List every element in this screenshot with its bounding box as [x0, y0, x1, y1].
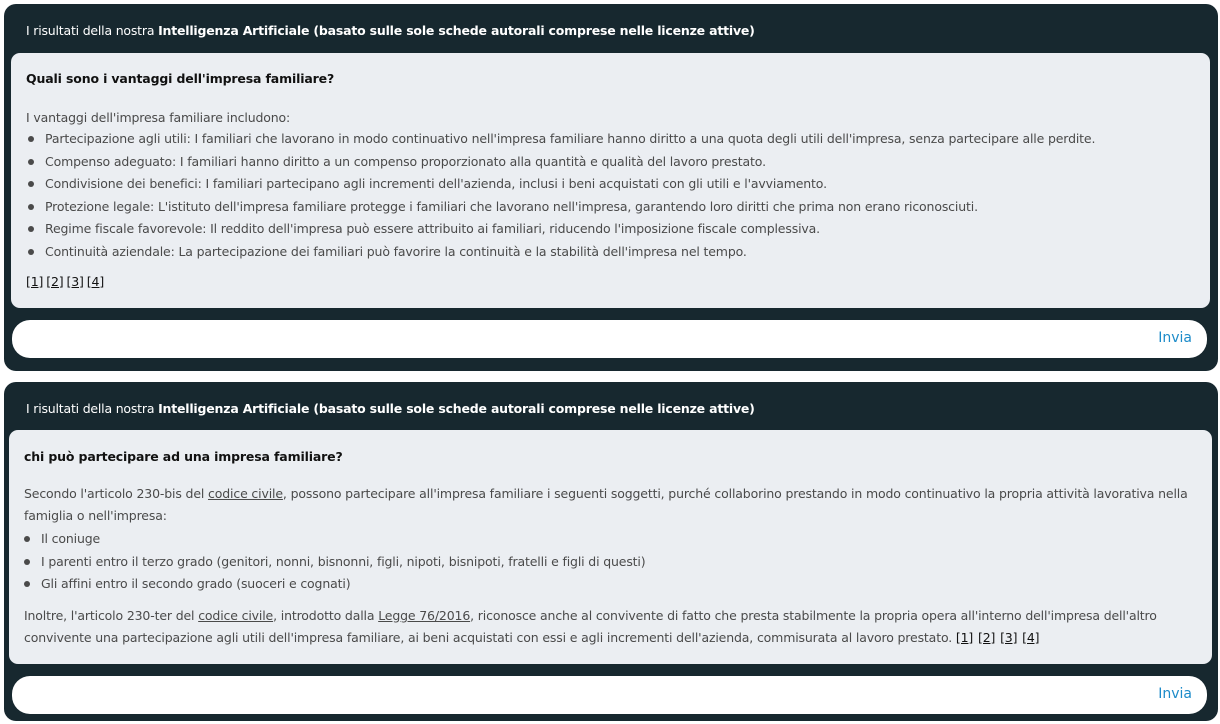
question-input[interactable]	[26, 326, 1140, 354]
answer-list	[26, 129, 1095, 265]
paragraph-text: Inoltre, l'articolo 230-ter del	[24, 608, 199, 623]
ai-results-panel	[4, 382, 1218, 721]
list-item: Protezione legale: L'istituto dell'impresa familiare protegge i familiari che lavorano nell'impresa, garantendo loro diritti che prima non erano riconosciuti.	[26, 197, 1095, 220]
header-bold: Intelligenza Artificiale (basato sulle sole schede autorali comprese nelle licenze attive)	[158, 401, 755, 416]
question-input-bar	[12, 676, 1207, 714]
list-item: Continuità aziendale: La partecipazione dei familiari può favorire la continuità e la stabilità dell'impresa nel tempo.	[26, 242, 1095, 265]
question-input-bar	[12, 320, 1207, 358]
paragraph-text: Secondo l'articolo 230-bis del	[24, 486, 209, 501]
list-item: Regime fiscale favorevole: Il reddito dell'impresa può essere attribuito ai familiari, riducendo l'imposizione fiscale complessiva.	[26, 219, 1095, 242]
list-item: Partecipazione agli utili: I familiari che lavorano in modo continuativo nell'impresa familiare hanno diritto a una quota degli utili dell'impresa, senza partecipare alle perdite.	[26, 129, 1095, 152]
list-item: Compenso adeguato: I familiari hanno diritto a un compenso proporzionato alla quantità e qualità del lavoro prestato.	[26, 152, 1095, 175]
answer-intro: I vantaggi dell'impresa familiare includono:	[26, 110, 291, 125]
paragraph-text: , possono partecipare all'impresa familiare i seguenti soggetti, purché collaborino prestando in modo continuativo la propria attività lavorativa nella famiglia o nell'impresa:	[24, 486, 1188, 523]
legge-76-2016-link[interactable]: Legge 76/2016	[378, 608, 471, 623]
reference-link-2[interactable]: [2]	[977, 630, 996, 645]
answer-list	[22, 529, 645, 597]
question-input[interactable]	[26, 682, 1140, 710]
send-button[interactable]: Invia	[1158, 330, 1192, 346]
reference-link-1[interactable]: [1]	[26, 274, 44, 289]
send-button[interactable]: Invia	[1158, 686, 1192, 702]
paragraph-text: , riconosce anche al convivente di fatto che presta stabilmente la propria opera all'interno dell'impresa dell'altro convivente una partecipazione agli utili dell'impresa familiare, ai beni acquistati con essi e agli incrementi dell'azienda, commisurata al lavoro prestato.	[24, 608, 1157, 645]
answer-paragraph	[24, 483, 1199, 527]
list-item: I parenti entro il terzo grado (genitori, nonni, bisnonni, figli, nipoti, bisnipoti, fratelli e figli di questi)	[22, 552, 645, 575]
ai-results-panel	[4, 4, 1218, 371]
reference-link-1[interactable]: [1]	[955, 630, 974, 645]
header-bold: Intelligenza Artificiale (basato sulle sole schede autorali comprese nelle licenze attive)	[158, 23, 755, 38]
reference-link-3[interactable]: [3]	[1000, 630, 1018, 645]
reference-link-4[interactable]: [4]	[86, 274, 105, 289]
reference-links	[26, 274, 107, 289]
header-prefix: I risultati della nostra	[26, 401, 159, 416]
header-prefix: I risultati della nostra	[26, 23, 159, 38]
paragraph-text: , introdotto dalla	[273, 608, 379, 623]
answer-paragraph	[24, 605, 1199, 649]
codice-civile-link[interactable]: codice civile	[198, 608, 274, 623]
reference-link-4[interactable]: [4]	[1022, 630, 1040, 645]
list-item: Condivisione dei benefici: I familiari partecipano agli incrementi dell'azienda, inclusi i beni acquistati con gli utili e l'avviamento.	[26, 174, 1095, 197]
reference-link-3[interactable]: [3]	[66, 274, 84, 289]
question-title: chi può partecipare ad una impresa familiare?	[24, 449, 343, 464]
panel-header	[26, 23, 755, 39]
answer-card	[11, 53, 1210, 308]
question-title: Quali sono i vantaggi dell'impresa familiare?	[26, 71, 335, 86]
list-item: Gli affini entro il secondo grado (suoceri e cognati)	[22, 574, 645, 597]
answer-card	[9, 430, 1212, 664]
panel-header	[26, 401, 755, 417]
list-item: Il coniuge	[22, 529, 645, 552]
codice-civile-link[interactable]: codice civile	[208, 486, 283, 501]
reference-link-2[interactable]: [2]	[46, 274, 64, 289]
